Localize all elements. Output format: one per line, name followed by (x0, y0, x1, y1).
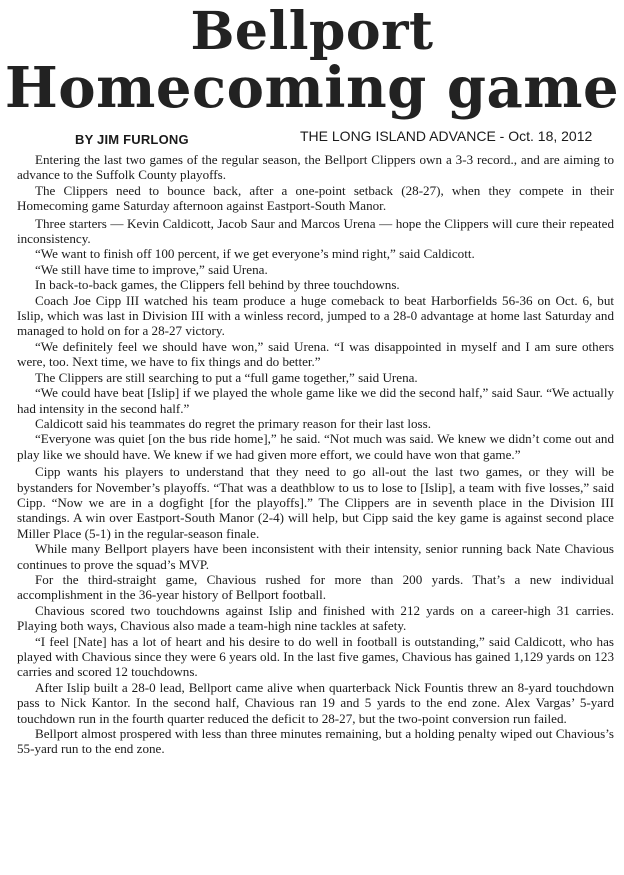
paragraph: Chavious scored two touchdowns against Islip and finished with 212 yards on a career-high 31 carries. Playing both ways, Chavious also made a team-high nine tackles at safety. (17, 602, 614, 634)
paragraph: “We could have beat [Islip] if we played the whole game like we did the second half,” said Saur. “We actually had intensity in the second half.” (17, 385, 614, 416)
paragraph: Three starters — Kevin Caldicott, Jacob Saur and Marcos Urena — hope the Clippers will cure their repeated inconsistency. (17, 215, 614, 247)
paragraph: Caldicott said his teammates do regret the primary reason for their last loss. (35, 415, 431, 431)
paragraph: For the third-straight game, Chavious rushed for more than 200 yards. That’s a new individual accomplishment in the 36-year history of Bellport football. (17, 571, 614, 603)
article-body (17, 152, 614, 757)
paragraph: Coach Joe Cipp III watched his team produce a huge comeback to beat Harborfields 56-36 on Oct. 6, but Islip, which was last in Division III with a winless record, jumped to a 28-0 advantage at home last Saturday and managed to hold on for a 28-27 victory. (17, 292, 614, 339)
paragraph: Entering the last two games of the regular season, the Bellport Clippers own a 3-3 record., and are aiming to advance to the Suffolk County playoffs. (17, 152, 614, 183)
source-dateline: THE LONG ISLAND ADVANCE - Oct. 18, 2012 (300, 128, 593, 144)
paragraph: Cipp wants his players to understand that they need to go all-out the last two games, or they will be bystanders for November’s playoffs. “That was a deathblow to us to lose to [Islip], a team with five losses,” said Cipp. “Now we are in a dogfight [for the playoffs].” The Clippers are in seventh place in the Division III standings. A win over Eastport-South Manor (2-4) will help, but Cipp said the key game is against second place Miller Place (5-1) in the regular-season finale. (17, 464, 614, 541)
paragraph: “We want to finish off 100 percent, if we get everyone’s mind right,” said Caldicott. (35, 246, 475, 262)
paragraph: The Clippers need to bounce back, after a one-point setback (28-27), when they compete in their Homecoming game Saturday afternoon against Eastport-South Manor. (17, 182, 614, 214)
paragraph: “Everyone was quiet [on the bus ride home],” he said. “Not much was said. We knew we didn’t come out and play like we should have. We knew if we had given more effort, we could have won that game.” (17, 431, 614, 462)
byline-row (0, 128, 624, 150)
paragraph: “We definitely feel we should have won,” said Urena. “I was disappointed in myself and I am sure others were, too. Next time, we have to fix things and do better.” (17, 338, 614, 370)
paragraph: “I feel [Nate] has a lot of heart and his desire to do well in football is outstanding,” said Caldicott, who has played with Chavious since they were 6 years old. In the last five games, Chavious has gained 1,129 yards on 123 carries and scored 12 touchdowns. (17, 633, 614, 680)
paragraph: “We still have time to improve,” said Urena. (35, 261, 268, 277)
paragraph: After Islip built a 28-0 lead, Bellport came alive when quarterback Nick Fountis threw an 8-yard touchdown pass to Nick Kantor. In the second half, Chavious ran 19 and 5 yards to the end zone. Alex Vargas’ 5-yard touchdown run in the fourth quarter reduced the deficit to 28-27, but the two-point conversion run failed. (17, 679, 614, 726)
paragraph: Bellport almost prospered with less than three minutes remaining, but a holding penalty wiped out Chavious’s 55-yard run to the end zone. (17, 726, 614, 757)
paragraph: While many Bellport players have been inconsistent with their intensity, senior running back Nate Chavious continues to prove the squad’s MVP. (17, 541, 614, 572)
headline-line-1: Bellport (190, 1, 434, 62)
paragraph: In back-to-back games, the Clippers fell behind by three touchdowns. (35, 277, 400, 293)
headline-line-2: Homecoming game (4, 55, 620, 121)
paragraph: The Clippers are still searching to put a “full game together,” said Urena. (35, 369, 418, 385)
byline: BY JIM FURLONG (75, 132, 189, 147)
